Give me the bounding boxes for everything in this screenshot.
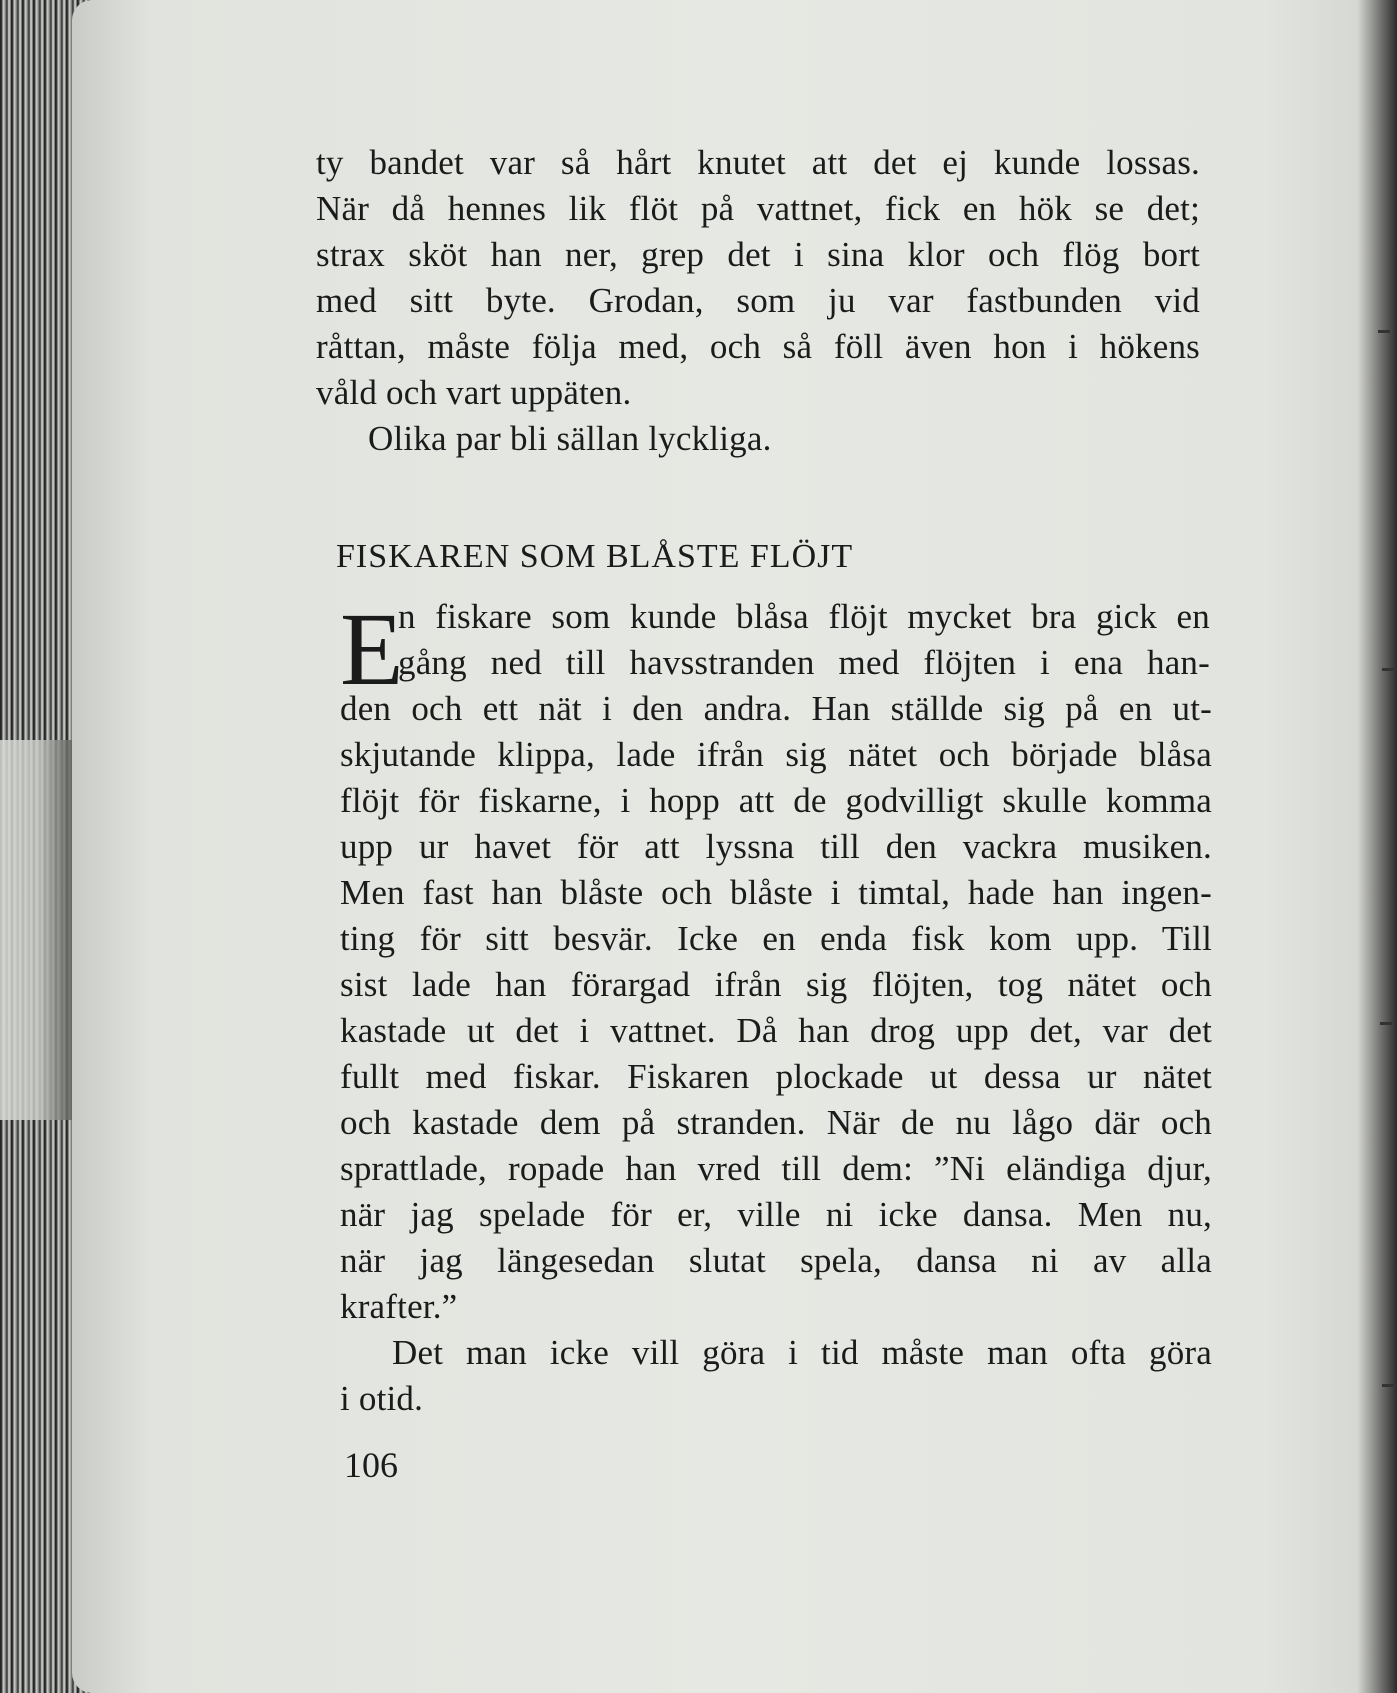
moral-line: Olika par bli sällan lyckliga.	[368, 419, 772, 458]
text-line: upp ur havet för att lyssna till den vackra musiken.	[340, 827, 1212, 866]
text-line: fullt med fiskar. Fiskaren plockade ut dessa ur nätet	[340, 1057, 1212, 1096]
top-paragraph	[316, 140, 1200, 462]
margin-mark	[1380, 1022, 1392, 1025]
margin-mark	[1382, 668, 1394, 671]
text-line: När då hennes lik flöt på vattnet, fick en hök se det;	[316, 189, 1200, 228]
text-line: gång ned till havsstranden med flöjten i ena han-	[398, 643, 1210, 682]
moral-line: i otid.	[340, 1379, 424, 1418]
text-line: kastade ut det i vattnet. Då han drog upp det, var det	[340, 1011, 1212, 1050]
text-line: n fiskare som kunde blåsa flöjt mycket bra gick en	[398, 597, 1210, 636]
text-line: den och ett nät i den andra. Han ställde sig på en ut-	[340, 689, 1212, 728]
margin-mark	[1378, 330, 1390, 333]
dropcap-lines	[398, 594, 1210, 686]
text-line: skjutande klippa, lade ifrån sig nätet och började blåsa	[340, 735, 1212, 774]
text-line: våld och vart uppäten.	[316, 373, 632, 412]
moral-line: Det man icke vill göra i tid måste man ofta göra	[392, 1333, 1212, 1372]
text-line: strax sköt han ner, grep det i sina klor och flög bort	[316, 235, 1200, 274]
drop-cap: E	[340, 592, 404, 707]
text-line: med sitt byte. Grodan, som ju var fastbunden vid	[316, 281, 1200, 320]
text-line: sist lade han förargad ifrån sig flöjten, tog nätet och	[340, 965, 1212, 1004]
text-line: sprattlade, ropade han vred till dem: ”Ni eländiga djur,	[340, 1149, 1212, 1188]
margin-mark	[1382, 1384, 1394, 1387]
section-heading: FISKAREN SOM BLÅSTE FLÖJT	[336, 538, 854, 575]
story-paragraph	[340, 686, 1212, 1422]
text-line: Men fast han blåste och blåste i timtal, hade han ingen-	[340, 873, 1212, 912]
text-line: ting för sitt besvär. Icke en enda fisk kom upp. Till	[340, 919, 1212, 958]
text-line: råttan, måste följa med, och så föll även hon i hökens	[316, 327, 1200, 366]
text-line: ty bandet var så hårt knutet att det ej kunde lossas.	[316, 143, 1200, 182]
text-line: flöjt för fiskarne, i hopp att de godvilligt skulle komma	[340, 781, 1212, 820]
text-line: när jag längesedan slutat spela, dansa ni av alla	[340, 1241, 1212, 1280]
text-line: och kastade dem på stranden. När de nu lågo där och	[340, 1103, 1212, 1142]
page-number: 106	[344, 1445, 398, 1485]
text-line: krafter.”	[340, 1287, 458, 1326]
text-line: när jag spelade för er, ville ni icke dansa. Men nu,	[340, 1195, 1212, 1234]
